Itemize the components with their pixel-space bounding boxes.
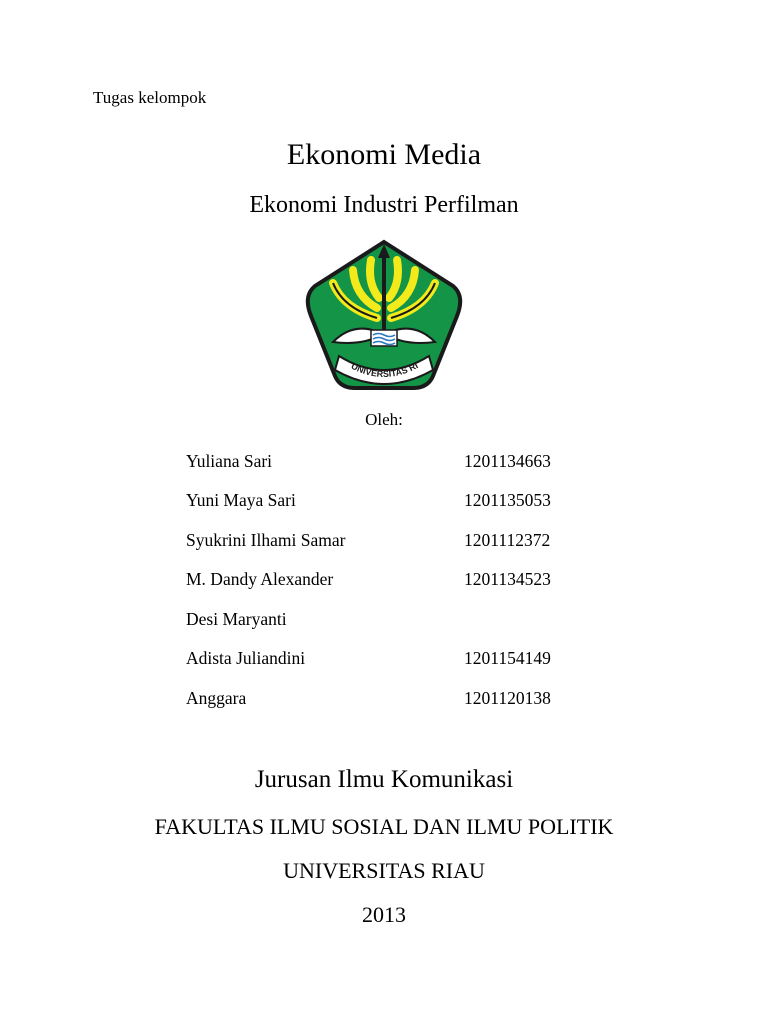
university-riau-emblem-icon xyxy=(303,238,465,392)
emblem-spear xyxy=(382,252,386,332)
member-name: Yuliana Sari xyxy=(186,451,273,471)
member-nim: 1201134663 xyxy=(464,451,551,471)
member-name: Adista Juliandini xyxy=(186,648,306,668)
member-row xyxy=(0,609,768,633)
member-name: Desi Maryanti xyxy=(186,609,287,629)
document-title: Ekonomi Media xyxy=(286,138,482,171)
year: 2013 xyxy=(362,902,406,927)
member-name: Anggara xyxy=(186,688,247,708)
member-nim: 1201120138 xyxy=(464,688,551,708)
member-nim: 1201154149 xyxy=(464,648,551,668)
document-subtitle: Ekonomi Industri Perfilman xyxy=(249,192,519,218)
emblem-ring-text: UNIVERSITAS RI xyxy=(349,360,420,380)
member-row xyxy=(0,451,768,475)
member-nim: 1201134523 xyxy=(464,569,551,589)
task-label: Tugas kelompok xyxy=(93,88,207,107)
member-row xyxy=(0,688,768,712)
member-name: M. Dandy Alexander xyxy=(186,569,334,589)
member-name: Yuni Maya Sari xyxy=(186,490,296,510)
authors-label: Oleh: xyxy=(365,410,403,429)
member-row xyxy=(0,530,768,554)
member-nim: 1201135053 xyxy=(464,490,551,510)
faculty-name: FAKULTAS ILMU SOSIAL DAN ILMU POLITIK xyxy=(154,814,614,839)
member-nim: 1201112372 xyxy=(464,530,551,550)
member-name: Syukrini Ilhami Samar xyxy=(186,530,346,550)
member-row xyxy=(0,490,768,514)
university-name: UNIVERSITAS RIAU xyxy=(283,858,485,883)
member-row xyxy=(0,648,768,672)
department-name: Jurusan Ilmu Komunikasi xyxy=(254,766,514,793)
university-logo xyxy=(303,238,465,392)
member-row xyxy=(0,569,768,593)
